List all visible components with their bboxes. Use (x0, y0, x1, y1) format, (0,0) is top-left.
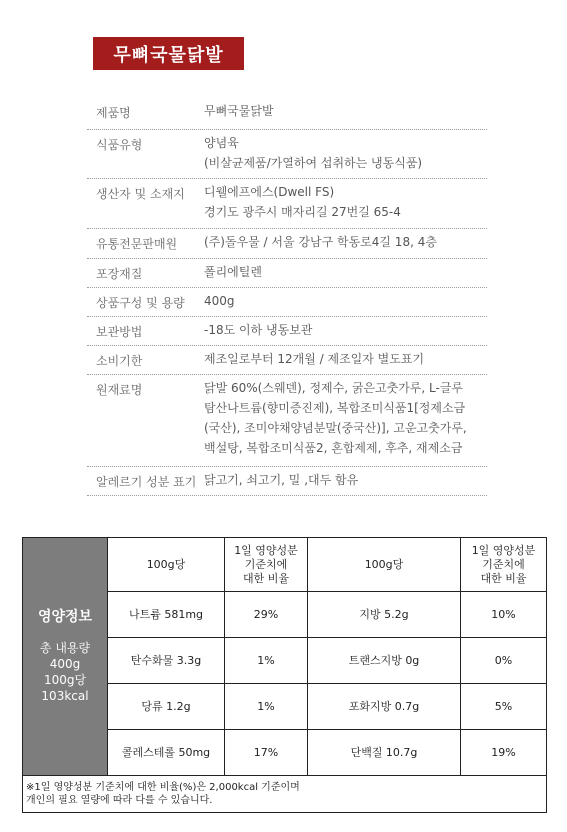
info-value-line: 디웰에프에스(Dwell FS) (204, 185, 335, 199)
nutrition-footnote (23, 776, 547, 813)
info-value (204, 179, 487, 228)
product-info-table (87, 98, 487, 496)
info-value-line: (국산), 조미야채양념분말(중국산)], 고운고춧가루, (204, 421, 467, 435)
info-value (204, 288, 487, 316)
info-row-producer (87, 179, 487, 229)
nutrient-cell: 단백질 10.7g (308, 730, 461, 776)
nutrient-cell: 지방 5.2g (308, 592, 461, 638)
info-row-expiry (87, 346, 487, 375)
percent-cell: 1% (225, 638, 308, 684)
footnote-line: 개인의 필요 열량에 따라 다를 수 있습니다. (26, 795, 213, 806)
info-value (204, 317, 487, 345)
info-row-packaging (87, 259, 487, 288)
kcal-value: 103kcal (41, 688, 89, 703)
header-per: 100g당 (108, 538, 225, 592)
info-value (204, 467, 487, 495)
info-label: 식품유형 (96, 138, 143, 152)
info-value-line: 닭발 60%(스웨덴), 정제수, 굵은고춧가루, L-글루 (204, 381, 464, 395)
percent-cell: 1% (225, 684, 308, 730)
info-label: 소비기한 (96, 354, 143, 368)
percent-cell: 17% (225, 730, 308, 776)
info-value-line: (주)돌우물 / 서울 강남구 학동로4길 18, 4층 (204, 235, 437, 249)
info-value (204, 229, 487, 258)
total-label: 총 내용량 (39, 640, 91, 655)
info-value (204, 130, 487, 178)
info-label: 보관방법 (96, 325, 143, 339)
info-label: 상품구성 및 용량 (96, 296, 185, 310)
header-per: 100g당 (308, 538, 461, 592)
nutrient-cell: 나트륨 581mg (108, 592, 225, 638)
info-value-line: (비살균제품/가열하여 섭취하는 냉동식품) (204, 156, 423, 170)
nutrient-cell: 탄수화물 3.3g (108, 638, 225, 684)
info-value (204, 346, 487, 374)
info-value (204, 259, 487, 287)
info-value-line: 탐산나트륨(향미증진제), 복합조미식품1[정제소금 (204, 401, 466, 415)
header-daily-value (461, 538, 547, 592)
info-label: 유통전문판매원 (96, 237, 178, 251)
header-dv-line: 대한 비율 (242, 571, 289, 585)
info-row-allergy (87, 467, 487, 496)
percent-cell: 10% (461, 592, 547, 638)
percent-cell: 19% (461, 730, 547, 776)
percent-cell: 0% (461, 638, 547, 684)
percent-cell: 29% (225, 592, 308, 638)
info-row-storage (87, 317, 487, 346)
info-row-product-name (87, 98, 487, 130)
total-amount: 400g (49, 656, 81, 671)
info-label: 알레르기 성분 표기 (96, 475, 197, 489)
info-value-line: 폴리에틸렌 (204, 265, 262, 279)
info-value-line: -18도 이하 냉동보관 (204, 323, 313, 337)
header-dv-line: 대한 비율 (480, 571, 527, 585)
nutrition-summary (23, 538, 108, 776)
nutrition-title: 영양정보 (37, 608, 93, 625)
info-value-line: 무뼈국물닭발 (204, 104, 274, 118)
product-title: 무뼈국물닭발 (113, 44, 224, 66)
info-value (204, 375, 487, 466)
header-dv-line: 기준치에 (244, 557, 288, 571)
info-value-line: 백설탕, 복합조미식품2, 혼합제제, 후추, 재제소금 (204, 441, 463, 455)
nutrition-table (22, 537, 547, 813)
info-value-line: 경기도 광주시 매자리길 27번길 65-4 (204, 205, 401, 219)
info-value (204, 98, 487, 129)
info-value-line: 제조일로부터 12개월 / 제조일자 별도표기 (204, 352, 425, 366)
header-dv-line: 1일 영양성분 (471, 543, 536, 557)
info-row-capacity (87, 288, 487, 317)
nutrient-cell: 당류 1.2g (108, 684, 225, 730)
info-value-line: 양념육 (204, 136, 239, 150)
footnote-line: ※1일 영양성분 기준치에 대한 비율(%)은 2,000kcal 기준이며 (26, 782, 300, 793)
percent-cell: 5% (461, 684, 547, 730)
header-dv-line: 기준치에 (482, 557, 525, 571)
info-label: 포장재질 (96, 267, 143, 281)
header-dv-line: 1일 영양성분 (234, 543, 298, 557)
info-row-food-type (87, 130, 487, 179)
info-row-distributor (87, 229, 487, 259)
nutrient-cell: 트랜스지방 0g (308, 638, 461, 684)
header-daily-value (225, 538, 308, 592)
info-value-line: 닭고기, 쇠고기, 밀 ,대두 함유 (204, 473, 359, 487)
info-label: 생산자 및 소재지 (96, 187, 185, 201)
info-label: 제품명 (96, 106, 131, 120)
info-label: 원재료명 (96, 383, 143, 397)
nutrient-cell: 포화지방 0.7g (308, 684, 461, 730)
info-row-ingredients (87, 375, 487, 467)
product-title-banner (93, 37, 244, 70)
nutrient-cell: 콜레스테롤 50mg (108, 730, 225, 776)
info-value-line: 400g (204, 294, 235, 308)
per-label: 100g당 (43, 672, 87, 687)
